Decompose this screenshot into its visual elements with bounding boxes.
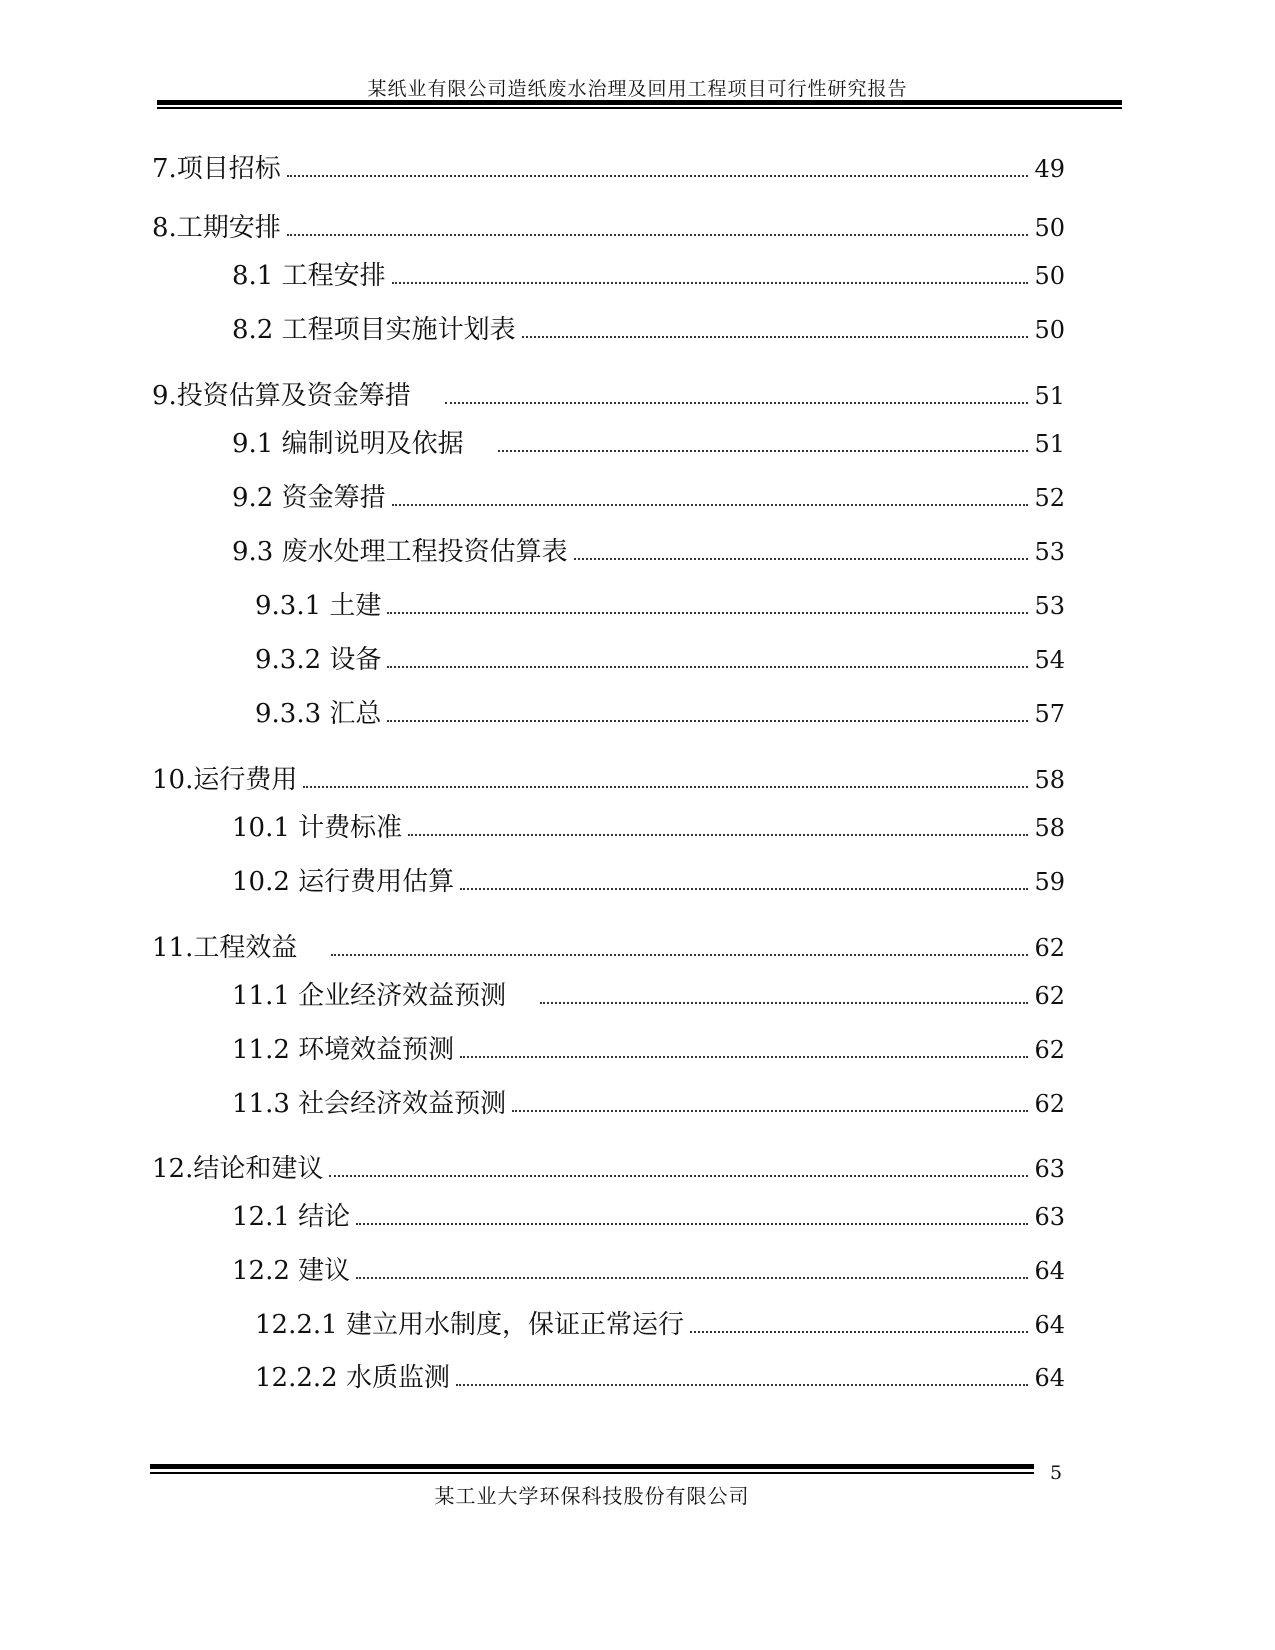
toc-entry-label: 9.1 编制说明及依据 [232,429,464,459]
toc-entry-page: 50 [1034,214,1065,242]
toc-entry[interactable] [0,309,1275,345]
toc-leader-dots [287,213,1028,243]
toc-entry-page: 62 [1034,982,1065,1010]
header-rule-thin [157,107,1122,109]
toc-entry[interactable] [0,1083,1275,1119]
toc-leader-dots [331,933,1028,963]
toc-entry[interactable] [0,759,1275,795]
toc-entry-label: 10.2 运行费用估算 [232,867,455,897]
toc-leader-dots [540,981,1028,1011]
toc-leader-dots [387,699,1028,729]
toc-entry-label: 11.2 环境效益预测 [232,1035,455,1065]
toc-entry-page: 54 [1034,646,1065,674]
toc-entry-label: 9.3.1 土建 [255,591,382,621]
toc-entry[interactable] [0,861,1275,897]
toc-entry[interactable] [0,423,1275,459]
toc-entry-label: 12.2 建议 [232,1256,351,1286]
toc-entry[interactable] [0,1357,1275,1393]
toc-entry-label: 9.3.2 设备 [255,645,382,675]
toc-entry-page: 62 [1034,1036,1065,1064]
toc-leader-dots [408,813,1028,843]
toc-entry-page: 63 [1034,1155,1065,1183]
toc-leader-dots [456,1363,1028,1393]
toc-entry-label: 7.项目招标 [152,154,281,184]
toc-entry-page: 53 [1034,538,1065,566]
toc-entry-page: 53 [1034,592,1065,620]
toc-entry-page: 63 [1034,1203,1065,1231]
toc-entry-page: 57 [1034,700,1065,728]
toc-entry-label: 12.结论和建议 [152,1154,324,1184]
toc-leader-dots [498,429,1028,459]
toc-entry-page: 62 [1034,1090,1065,1118]
toc-entry-page: 58 [1034,814,1065,842]
toc-entry[interactable] [0,375,1275,411]
toc-entry-label: 8.1 工程安排 [232,261,386,291]
toc-leader-dots [387,591,1028,621]
toc-entry[interactable] [0,477,1275,513]
toc-leader-dots [356,1256,1028,1286]
toc-entry[interactable] [0,975,1275,1011]
toc-leader-dots [445,381,1028,411]
toc-entry-label: 11.工程效益 [152,933,298,963]
toc-entry-page: 50 [1034,316,1065,344]
footer-rule-thick [150,1464,1034,1469]
toc-entry-page: 51 [1034,382,1065,410]
toc-entry-page: 50 [1034,262,1065,290]
toc-entry[interactable] [0,1250,1275,1286]
toc-entry-page: 58 [1034,766,1065,794]
toc-entry-label: 9.3 废水处理工程投资估算表 [232,537,568,567]
page-number: 5 [1050,1462,1063,1484]
toc-entry-label: 12.1 结论 [232,1202,351,1232]
toc-entry[interactable] [0,639,1275,675]
toc-entry-page: 64 [1034,1364,1065,1392]
toc-entry[interactable] [0,1196,1275,1232]
toc-leader-dots [690,1310,1028,1340]
toc-entry-label: 9.2 资金筹措 [232,483,386,513]
toc-leader-dots [387,645,1028,675]
toc-entry-label: 12.2.1 建立用水制度，保证正常运行 [255,1310,684,1340]
toc-leader-dots [303,765,1028,795]
toc-entry-page: 62 [1034,934,1065,962]
toc-leader-dots [392,483,1028,513]
toc-leader-dots [512,1089,1028,1119]
toc-entry-label: 8.工期安排 [152,213,281,243]
toc-entry-page: 52 [1034,484,1065,512]
toc-entry-label: 12.2.2 水质监测 [255,1363,450,1393]
toc-entry-page: 59 [1034,868,1065,896]
toc-leader-dots [522,315,1028,345]
toc-entry[interactable] [0,585,1275,621]
toc-leader-dots [356,1202,1028,1232]
toc-entry-label: 8.2 工程项目实施计划表 [232,315,516,345]
toc-entry-label: 10.运行费用 [152,765,298,795]
toc-entry[interactable] [0,807,1275,843]
toc-entry-page: 49 [1034,155,1065,183]
toc-entry-page: 64 [1034,1311,1065,1339]
toc-entry[interactable] [0,693,1275,729]
toc-entry[interactable] [0,255,1275,291]
toc-leader-dots [287,154,1028,184]
toc-entry-label: 11.1 企业经济效益预测 [232,981,507,1011]
toc-entry[interactable] [0,1029,1275,1065]
footer-rule-thin [150,1472,1034,1474]
toc-leader-dots [392,261,1028,291]
toc-entry[interactable] [0,207,1275,243]
header-rule-thick [157,100,1122,105]
toc-entry-label: 9.投资估算及资金筹措 [152,381,411,411]
toc-entry[interactable] [0,927,1275,963]
toc-entry-page: 64 [1034,1257,1065,1285]
document-title: 某纸业有限公司造纸废水治理及回用工程项目可行性研究报告 [367,78,908,100]
toc-entry-label: 11.3 社会经济效益预测 [232,1089,507,1119]
toc-entry[interactable] [0,531,1275,567]
footer-company: 某工业大学环保科技股份有限公司 [434,1484,750,1508]
toc-entry[interactable] [0,1148,1275,1184]
toc-leader-dots [329,1154,1028,1184]
toc-entry-label: 9.3.3 汇总 [255,699,382,729]
toc-leader-dots [460,867,1028,897]
toc-leader-dots [460,1035,1028,1065]
toc-entry-page: 51 [1034,430,1065,458]
toc-entry-label: 10.1 计费标准 [232,813,403,843]
toc-leader-dots [574,537,1028,567]
toc-entry[interactable] [0,1304,1275,1340]
toc-entry[interactable] [0,148,1275,184]
